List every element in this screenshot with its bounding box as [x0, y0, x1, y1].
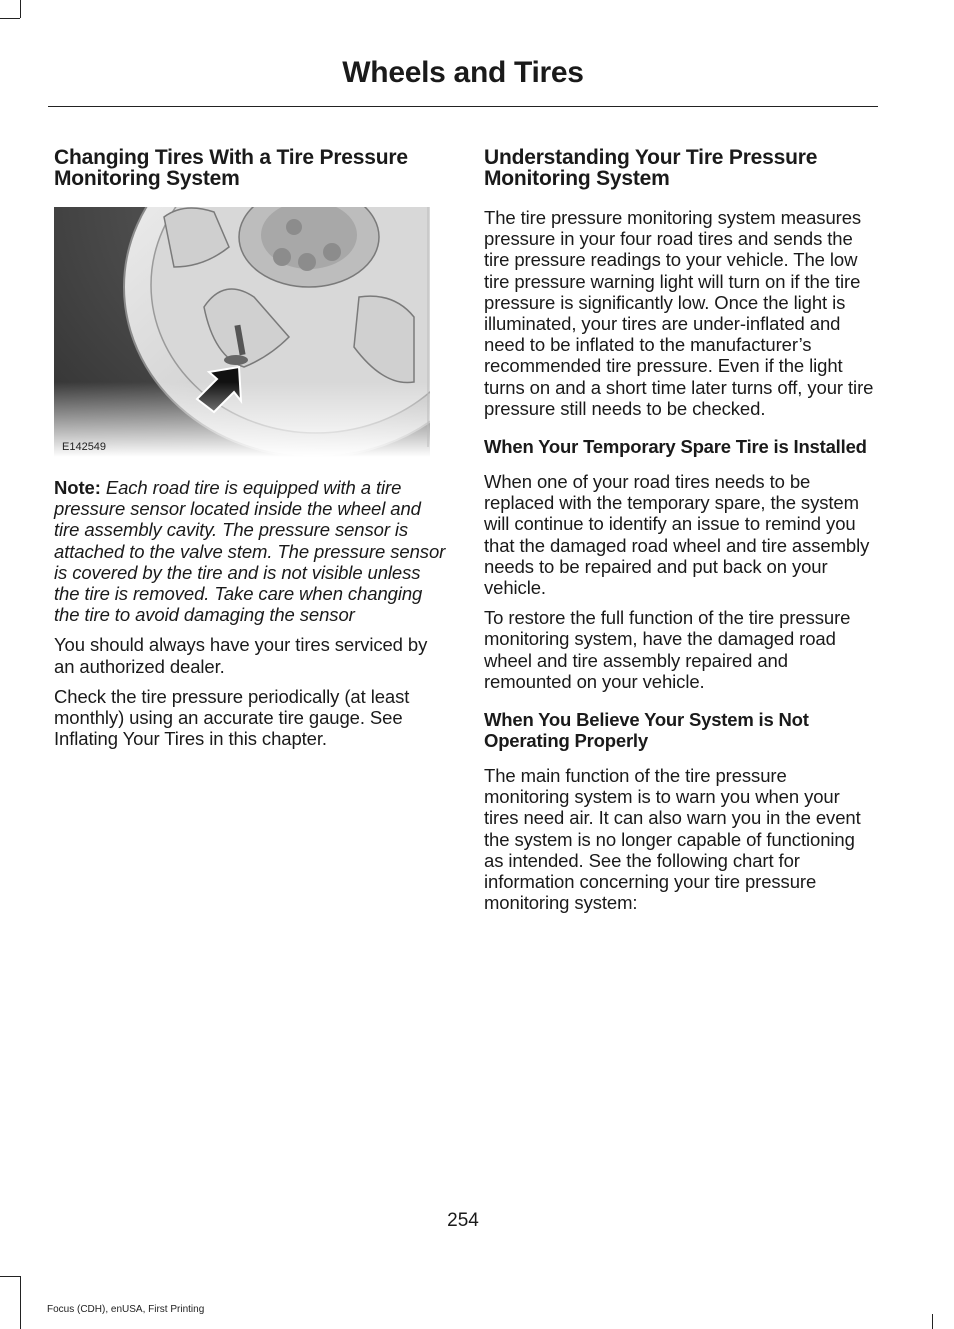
footer-text: Focus (CDH), enUSA, First Printing [47, 1304, 205, 1315]
crop-mark [932, 1314, 933, 1329]
crop-mark [0, 18, 20, 19]
subsection-heading: When Your Temporary Spare Tire is Installed [484, 436, 867, 458]
section-heading: Understanding Your Tire Pressure Monitoring System [484, 146, 818, 190]
body-paragraph: The main function of the tire pressure monitoring system is to warn you when your tires need air. It can also warn you in the event the system is no longer capable of functioning as intended. See the following chart for information concerning your tire pressure monitoring system: [484, 765, 861, 914]
note-label: Note: [54, 477, 101, 498]
body-paragraph: You should always have your tires serviced by an authorized dealer. [54, 634, 428, 677]
figure-code: E142549 [62, 441, 107, 453]
body-paragraph: When one of your road tires needs to be replaced with the temporary spare, the system will continue to identify an issue to remind you that the damaged road wheel and tire assembly needs to be repaired and put back on your vehicle. [484, 471, 870, 599]
note-text: Each road tire is equipped with a tire pressure sensor located inside the wheel and tire assembly cavity. The pressure sensor is attached to the valve stem. The pressure sensor is covered by the tire and is not visible unless the tire is removed. Take care when changing the tire to avoid damaging the sensor [54, 477, 446, 626]
left-column [54, 147, 446, 758]
page-number: 254 [447, 1210, 479, 1231]
body-paragraph: To restore the full function of the tire pressure monitoring system, have the damaged road wheel and tire assembly repaired and remounted on your vehicle. [484, 607, 851, 692]
right-column [484, 147, 876, 922]
crop-mark [0, 1276, 20, 1277]
section-heading: Changing Tires With a Tire Pressure Monitoring System [54, 146, 408, 190]
body-paragraph: The tire pressure monitoring system measures pressure in your four road tires and sends the tire pressure readings to your vehicle. The low tire pressure warning light will turn on if the tire pressure is significantly low. Once the light is illuminated, your tires are under-inflated and need to be inflated to the manufacturer’s recommended tire pressure. Even if the light turns on and a short time later turns off, your tire pressure still needs to be checked. [484, 207, 874, 419]
page-title: Wheels and Tires [342, 56, 584, 89]
note-paragraph [54, 477, 446, 625]
subsection-heading: When You Believe Your System is Not Operating Properly [484, 709, 809, 752]
body-paragraph: Check the tire pressure periodically (at least monthly) using an accurate tire gauge. See Inflating Your Tires in this chapter. [54, 685, 410, 750]
crop-mark [20, 0, 21, 18]
crop-mark [20, 1276, 21, 1329]
wheel-figure [54, 207, 430, 457]
wheel-valve-stem-arrow-illustration [54, 207, 430, 457]
title-rule [48, 106, 878, 107]
